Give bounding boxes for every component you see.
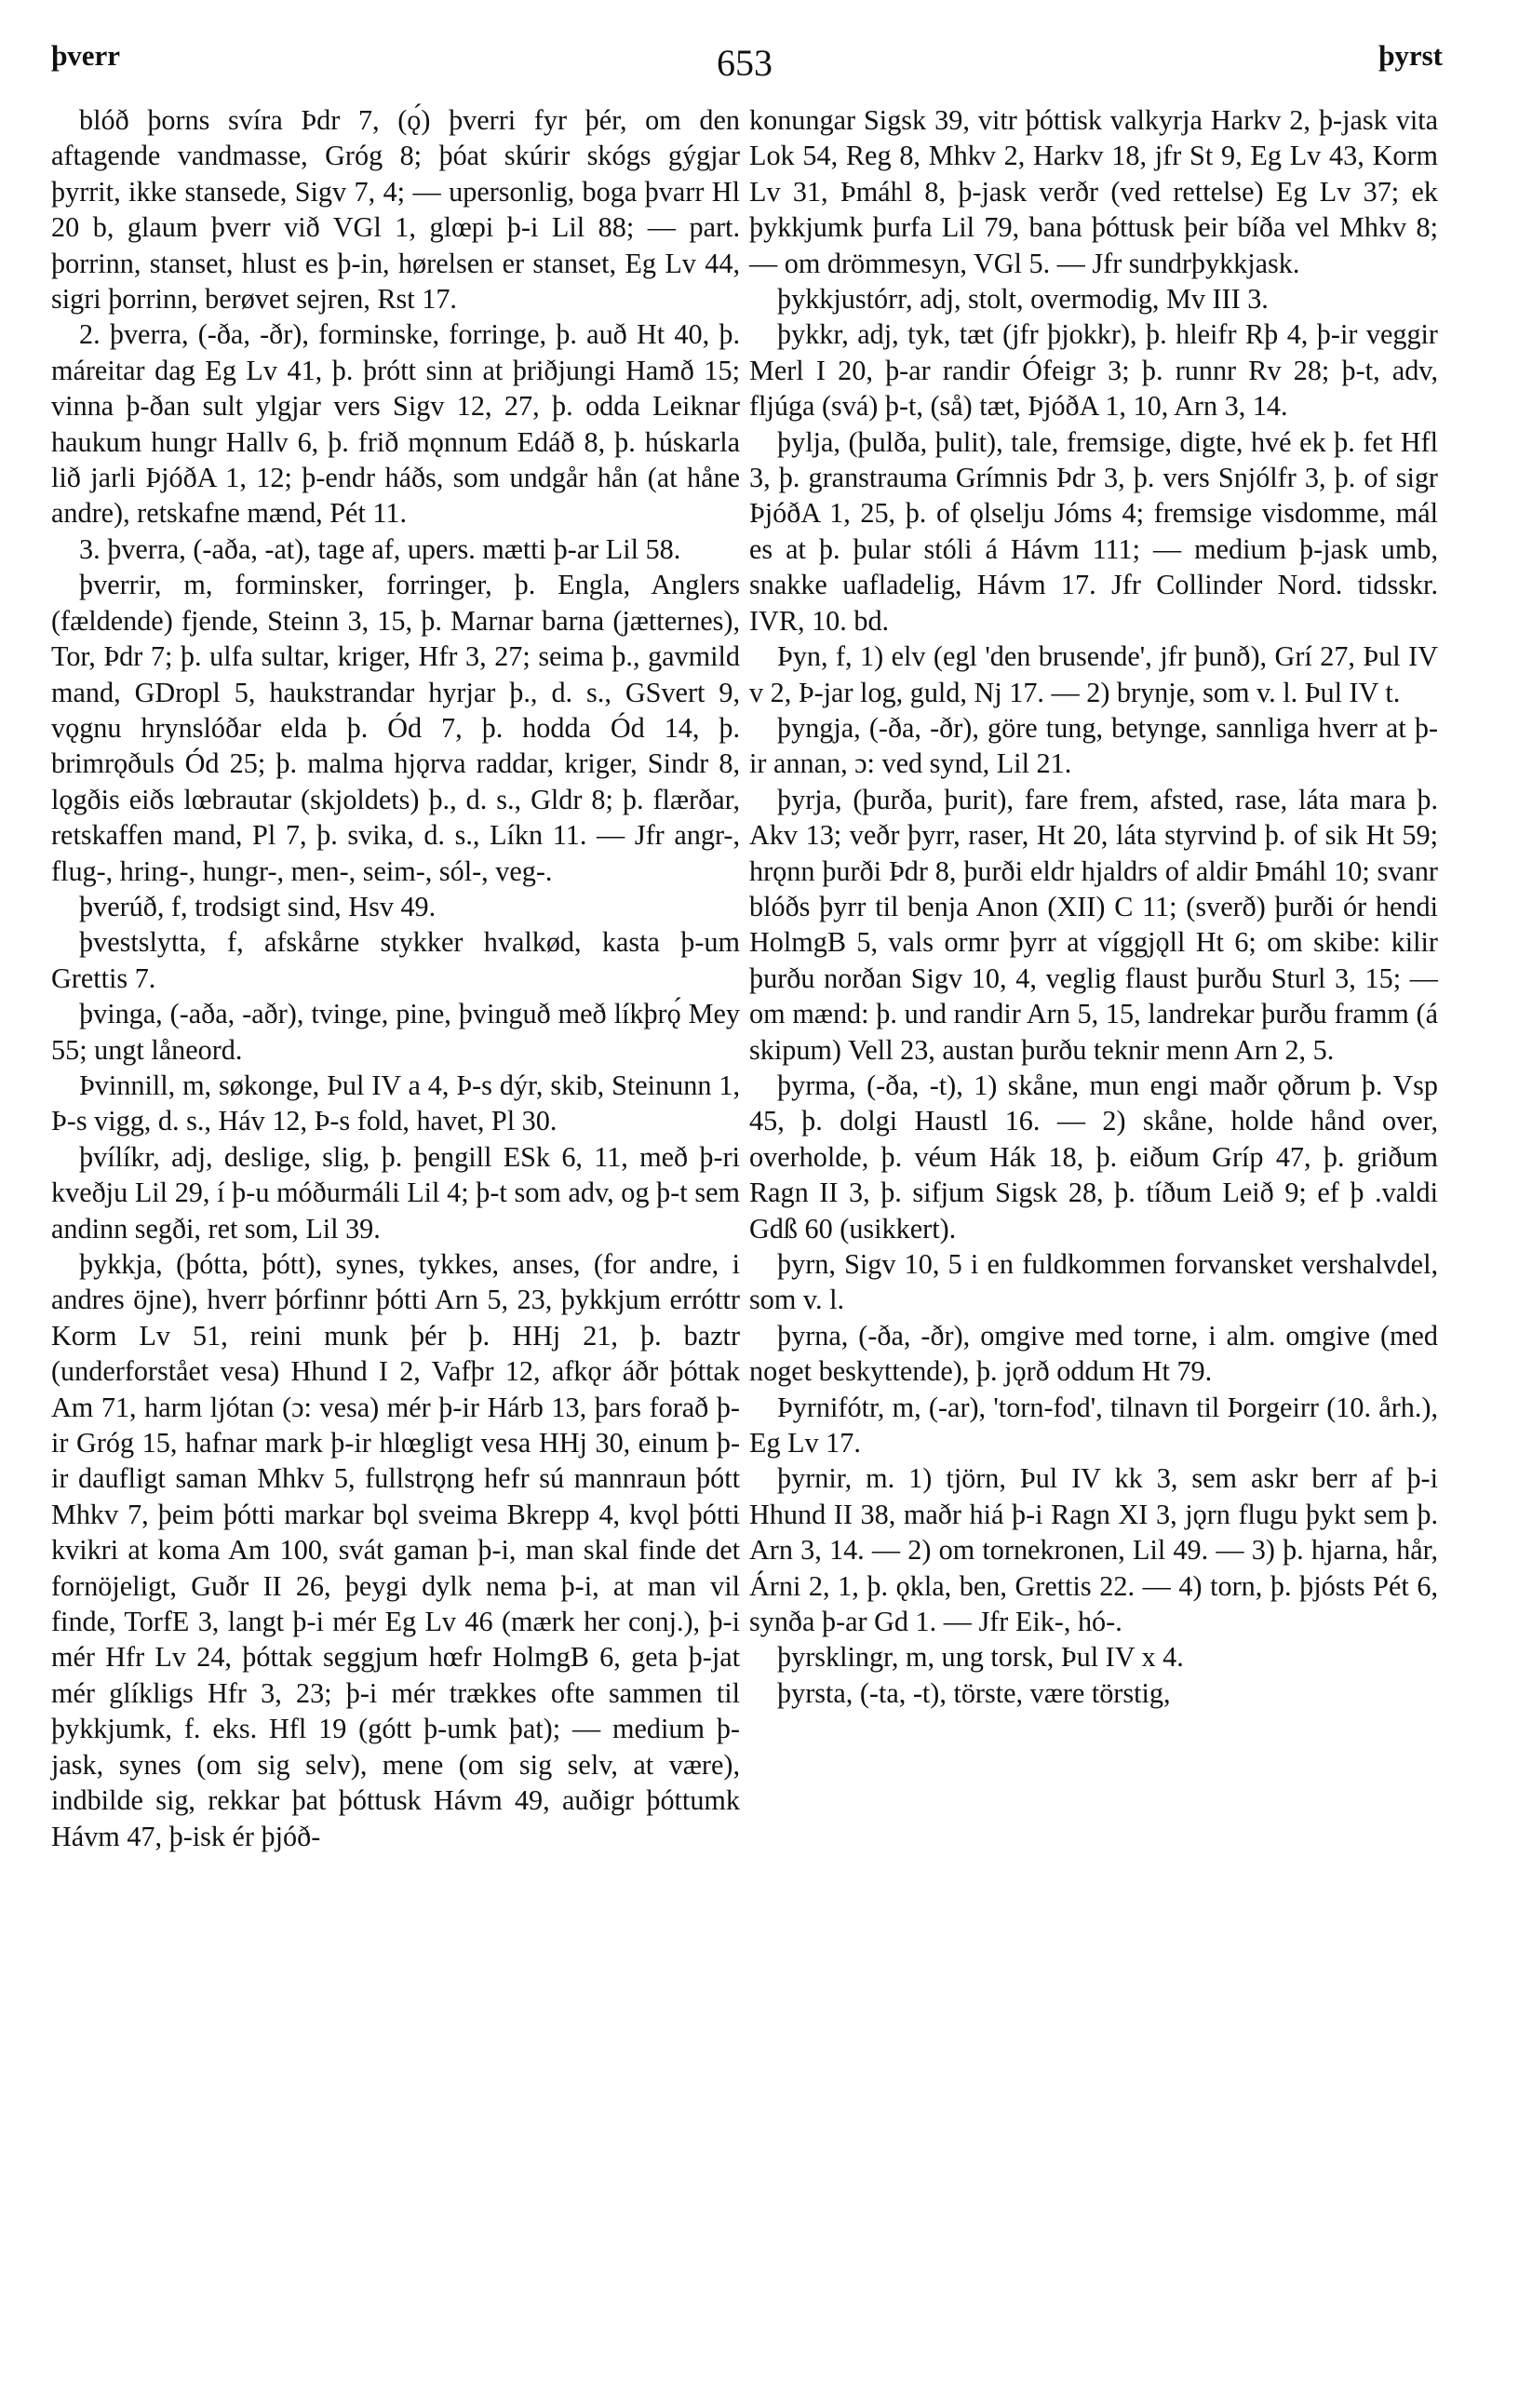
header-right-guide-word: þyrst [1378, 39, 1443, 72]
entry-thyrsta: þyrsta, (-ta, -t), törste, være törstig, [777, 1676, 1171, 1709]
entry-thverrir: þverrir, m, forminsker, forringer, þ. Engla, Anglers (fældende) fjende, Steinn 3, 15, þ. Marnar barna (jætternes), Tor, Þdr 7; þ. ulfa sultar, kriger, Hfr 3, 27; seima þ., gavmild mand, GDropl 5, haukstrandar hyrjar þ., d. s., GSvert 9, vǫgnu hrynslóðar elda þ. Ód 7, þ. hodda Ód 14, þ. brimrǫðuls Ód 25; þ. malma hjǫrva raddar, kriger, Sindr 8, lǫgðis eiðs lœbrautar (skjoldets) þ., d. s., Gldr 8; þ. flærðar, retskaffen mand, Pl 7, þ. svika, d. s., Líkn 11. — Jfr angr-, flug-, hring-, hungr-, men-, seim-, sól-, veg-. [51, 569, 740, 887]
entry-thvinnill: Þvinnill, m, søkonge, Þul IV a 4, Þ-s dýr, skib, Steinunn 1, Þ-s vigg, d. s., Háv 12, Þ-s fold, havet, Pl 30. [51, 1069, 740, 1137]
entry-thvilikr: þvílíkr, adj, deslige, slig, þ. þengill ESk 6, 11, með þ-ri kveðju Lil 29, í þ-u móðurmáli Lil 4; þ-t som adv, og þ-t sem andinn segði, ret som, Lil 39. [51, 1140, 740, 1244]
entry-thyrnir: þyrnir, m. 1) tjörn, Þul IV kk 3, sem askr berr af þ-i Hhund II 38, maðr hiá þ-i Ragn XI 3, jǫrn flugu þykt sem þ. Arn 3, 14. — 2) om tornekronen, Lil 49. — 3) þ. hjarna, hår, Árni 2, 1, þ. ǫkla, ben, Grettis 22. — 4) torn, þ. þjósts Pét 6, synða þ-ar Gd 1. — Jfr Eik-, hó-. [749, 1462, 1438, 1638]
header-left-guide-word: þverr [51, 39, 121, 72]
entry-thykkr: þykkr, adj, tyk, tæt (jfr þjokkr), þ. hleifr Rþ 4, þ-ir veggir Merl I 20, þ-ar randir Ófeigr 3; þ. runnr Rv 28; þ-t, adv, fljúga (svá) þ-t, (så) tæt, ÞjóðA 1, 10, Arn 3, 14. [749, 318, 1438, 423]
page-header [51, 39, 1443, 86]
entry-thykkjustorr: þykkjustórr, adj, stolt, overmodig, Mv III 3. [777, 283, 1269, 316]
page-number: 653 [717, 42, 773, 84]
right-column [749, 102, 1438, 1711]
entry-thvestslytta: þvestslytta, f, afskårne stykker hvalkød, kasta þ-um Grettis 7. [51, 926, 740, 994]
entry-thyrna: þyrna, (-ða, -ðr), omgive med torne, i alm. omgive (med noget beskyttende), þ. jǫrð oddum Ht 79. [749, 1319, 1438, 1388]
entry-thyrnifotr: Þyrnifótr, m, (-ar), 'torn-fod', tilnavn til Þorgeirr (10. årh.), Eg Lv 17. [749, 1391, 1438, 1460]
entry-thyngja: þyngja, (-ða, -ðr), göre tung, betynge, sannliga hverr at þ-ir annan, ɔ: ved synd, Lil 21. [749, 711, 1438, 780]
entry-thyn: Þyn, f, 1) elv (egl 'den brusende', jfr þunð), Grí 27, Þul IV v 2, Þ-jar log, guld, Nj 17. — 2) brynje, som v. l. Þul IV t. [749, 640, 1438, 708]
left-column [51, 102, 740, 1854]
entry-thyrsklingr: þyrsklingr, m, ung torsk, Þul IV x 4. [777, 1641, 1184, 1674]
entry-thyrja: þyrja, (þurða, þurit), fare frem, afsted, rase, láta mara þ. Akv 13; veðr þyrr, raser, Ht 20, láta styrvind þ. of sik Ht 59; hrǫnn þurði Þdr 8, þurði eldr hjaldrs of aldir Þmáhl 10; svanr blóðs þyrr til benja Anon (XII) C 11; (sverð) þurði ór hendi HolmgB 5, vals ormr þyrr at víggjǫll Ht 6; om skibe: kilir þurðu norðan Sigv 10, 4, veglig flaust þurðu Sturl 3, 15; — om mænd: þ. und randir Arn 5, 15, landrekar þurðu framm (á skipum) Vell 23, austan þurðu teknir menn Arn 2, 5. [749, 783, 1438, 1066]
entry-thyrn: þyrn, Sigv 10, 5 i en fuldkommen forvansket vershalvdel, som v. l. [749, 1248, 1438, 1316]
entry-thverra-2: 2. þverra, (-ða, -ðr), forminske, forringe, þ. auð Ht 40, þ. máreitar dag Eg Lv 41, þ. þrótt sinn at þriðjungi Hamð 15; vinna þ-ðan sult ylgjar vers Sigv 12, 27, þ. odda Leiknar haukum hungr Hallv 6, þ. frið mǫnnum Edáð 8, þ. húskarla lið jarli ÞjóðA 1, 12; þ-endr háðs, som undgår hån (at håne andre), retskafne mænd, Pét 11. [51, 318, 740, 530]
entry-thverud: þverúð, f, trodsigt sind, Hsv 49. [79, 890, 437, 922]
entry-thykkja: þykkja, (þótta, þótt), synes, tykkes, anses, (for andre, i andres öjne), hverr þórfinnr þótti Arn 5, 23, þykkjum erróttr Korm Lv 51, reini munk þér þ. HHj 21, þ. baztr (underforstået vesa) Hhund I 2, Vafþr 12, afkǫr áðr þóttak Am 71, harm ljótan (ɔ: vesa) mér þ-ir Hárb 13, þars forað þ-ir Gróg 15, hafnar mark þ-ir hlœgligt vesa HHj 30, einum þ-ir daufligt saman Mhkv 5, fullstrǫng hefr sú mannraun þótt Mhkv 7, þeim þótti markar bǫl sveima Bkrepp 4, kvǫl þótti kvikri at koma Am 100, svát gaman þ-i, man skal finde det fornöjeligt, Guðr II 26, þeygi dylk nema þ-i, at man vil finde, TorfE 3, langt þ-i mér Eg Lv 46 (mærk her conj.), þ-i mér Hfr Lv 24, þóttak seggjum hœfr HolmgB 6, geta þ-jat mér glíkligs Hfr 3, 23; þ-i mér trækkes ofte sammen til þykkjumk, f. eks. Hfl 19 (gótt þ-umk þat); — medium þ-jask, synes (om sig selv), mene (om sig selv, at være), indbilde sig, rekkar þat þóttusk Hávm 49, auðigr þóttumk Hávm 47, þ-isk ér þjóð- [51, 1248, 740, 1852]
entry-continuation: blóð þorns svíra Þdr 7, (ǫ́) þverri fyr þér, om den aftagende vandmasse, Gróg 8; þóat skúrir skógs gýgjar þyrrit, ikke stansede, Sigv 7, 4; — upersonlig, boga þvarr Hl 20 b, glaum þverr við VGl 1, glœpi þ-i Lil 88; — part. þorrinn, stanset, hlust es þ-in, hørelsen er stanset, Eg Lv 44, sigri þorrinn, berøvet sejren, Rst 17. [51, 104, 740, 316]
entry-thverra-3: 3. þverra, (-aða, -at), tage af, upers. mætti þ-ar Lil 58. [79, 532, 681, 565]
entry-thylja: þylja, (þulða, þulit), tale, fremsige, digte, hvé ek þ. fet Hfl 3, þ. granstrauma Grímnis Þdr 3, þ. vers Snjólfr 3, þ. of sigr ÞjóðA 1, 25, þ. of ǫlselju Jóms 4; fremsige visdomme, mál es at þ. þular stóli á Hávm 111; — medium þ-jask umb, snakke uafladelig, Hávm 17. Jfr Collinder Nord. tidsskr. IVR, 10. bd. [749, 425, 1438, 637]
entry-thyrma: þyrma, (-ða, -t), 1) skåne, mun engi maðr ǫðrum þ. Vsp 45, þ. dolgi Haustl 16. — 2) skåne, holde hånd over, overholde, þ. véum Hák 18, þ. eiðum Gríp 47, þ. griðum Ragn II 3, þ. sifjum Sigsk 28, þ. tíðum Leið 9; ef þ .valdi Gdß 60 (usikkert). [749, 1069, 1438, 1244]
entry-continuation-right: konungar Sigsk 39, vitr þóttisk valkyrja Harkv 2, þ-jask vita Lok 54, Reg 8, Mhkv 2, Harkv 18, jfr St 9, Eg Lv 43, Korm Lv 31, Þmáhl 8, þ-jask verðr (ved rettelse) Eg Lv 37; ek þykkjumk þurfa Lil 79, bana þóttusk þeir bíða vel Mhkv 8; — om drömmesyn, VGl 5. — Jfr sundrþykkjask. [749, 104, 1438, 279]
entry-thvinga: þvinga, (-aða, -aðr), tvinge, pine, þvinguð með líkþrǫ́ Mey 55; ungt låneord. [51, 998, 740, 1066]
